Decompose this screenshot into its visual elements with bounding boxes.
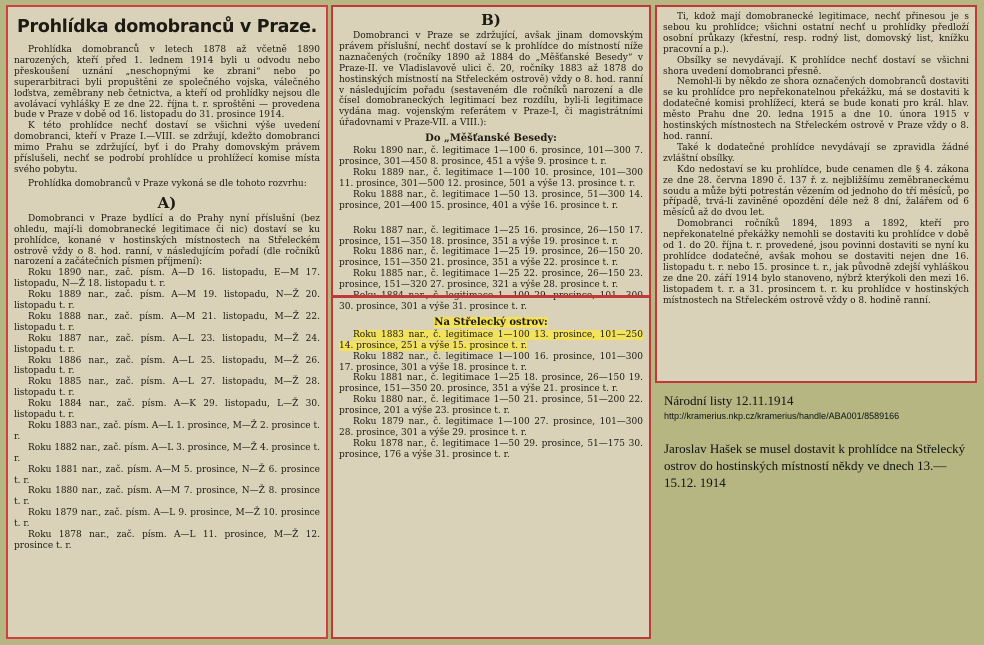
schedule-list-beseda [339, 146, 643, 211]
paragraph: Domobranci ročníků 1894, 1893 a 1892, kteří pro nepřekonatelné překážky nemohli se dostaviti ku prohlídce v době od 1. do 20. října t. r. provedené, jsou povinni dostaviti se nyní ku prohlídce dodatečné, avšak mohou se dostaviti nejen dne 16. listopadu t. r. nebo 15. prosince t. r., jak původně zdejší vyhláškou ze dne 20. září 1914 bylo stanoveno, nýbrž kterýkoli den mezi 16. listopadem t. r. a 31. prosincem t. r. ku prohlídce v hostinských místnostech na Střeleckém ostrově vždy o 8. hodině ranní. [663, 219, 969, 306]
schedule-row: 30. prosince, 301 a výše 31. prosince t. r. [339, 301, 527, 312]
paragraph: Kdo nedostaví se ku prohlídce, bude cenamen dle § 4. zákona ze dne 28. června 1890 č. 137 ř. z. nejbližšímu zeměbraneckému soudu a může býti potrestán vězením od jednoho do tří měsíců, po případě, trvá-li zaviněné opozdění déle než 8 dní, žalářem od 6 měsíců až do dvou let. [663, 164, 969, 219]
schedule-row-highlighted: Roku 1883 nar., č. legitimace 1—100 13. prosince, 101—250 14. prosince, 251 a výše 15. prosince t. r. [339, 329, 643, 351]
schedule-list-beseda-2 [339, 226, 643, 313]
subheading-ostrov: Na Střelecký ostrov: [434, 316, 548, 328]
schedule-list-ostrov [339, 330, 643, 461]
schedule-row: Roku 1879 nar., č. legitimace 1—100 27. prosince, 101—300 28. prosince, 301 a výše 29. prosince t. r. [339, 417, 643, 438]
schedule-row: Roku 1889 nar., č. legitimace 1—100 10. prosince, 101—300 11. prosince, 301—500 12. prosince, 501 a výše 13. prosince t. r. [339, 167, 643, 189]
schedule-row: Roku 1890 nar., zač. písm. A—D 16. listopadu, E—M 17. listopadu, N—Ž 18. listopadu t. r. [14, 268, 320, 290]
schedule-row: Roku 1883 nar., zač. písm. A—L 1. prosince, M—Ž 2. prosince t. r. [14, 421, 320, 442]
paragraph: Nemohl-li by někdo ze shora označených domobranců dostaviti se ku prohlídce pro nepřekonatelnou překážku, má se dostaviti k dodatečné komisi prohlížecí, která se bude konati pro král. hlav. město Prahu dne 20. ledna 1915 a dne 10. února 1915 v hostinských místnostech na Střeleckém ostrově v Praze vždy o 8. hod. ranní. [663, 77, 969, 142]
schedule-row: Roku 1881 nar., zač. písm. A—M 5. prosince, N—Ž 6. prosince t. r. [14, 464, 320, 486]
article-intro [14, 45, 320, 190]
source-caption: Národní listy 12.11.1914 [664, 393, 794, 408]
schedule-row: Roku 1880 nar., č. legitimace 1—50 21. prosince, 51—200 22. prosince, 201 a výše 23. prosince t. r. [339, 395, 643, 417]
section-heading-a: A) [157, 193, 177, 212]
schedule-row: Roku 1885 nar., zač. písm. A—L 27. listopadu, M—Ž 28. listopadu t. r. [14, 377, 320, 399]
paragraph: Obsílky se nevydávají. K prohlídce nechť dostaví se všichni shora uvedení domobranci přesně. [663, 55, 969, 77]
section-b-paragraph: Domobranci v Praze se zdržující, avšak jinam domovským právem příslušní, nechť dostaví se k prohlídce do místností níže naznačených (ročníky 1890 až 1884 do „Měšťanské Besedy“ v Praze-II. ve Vladislavově ulici č. 20, ročníky 1883 až 1878 do hostinských místností na Střeleckém ostrově) vždy o 8. hod. ranní v následujícím pořadu (sestaveném dle ročníků narození a dle čísel domobraneckých legitimací bez rozdílu, byli-li legitimace vydána mag. vojenským referátem v Praze-I, či magistrátními úřadovnami v Praze-VII. a VIII.): [339, 31, 643, 129]
schedule-row: Roku 1887 nar., č. legitimace 1—25 16. prosince, 26—150 17. prosince, 151—350 18. prosince, 351 a výše 19. prosince t. r. [339, 225, 643, 247]
subheading-beseda: Do „Měšťanské Besedy: [425, 133, 557, 145]
article-title: Prohlídka domobranců v Praze. [17, 17, 317, 37]
section-b-text [339, 31, 643, 129]
schedule-list-a [14, 268, 320, 552]
source-url: http://kramerius.nkp.cz/kramerius/handle/ABA001/8589166 [664, 411, 900, 421]
article-column-middle [331, 5, 651, 639]
schedule-row: Roku 1879 nar., zač. písm. A—L 9. prosince, M—Ž 10. prosince t. r. [14, 508, 320, 530]
schedule-row: Roku 1886 nar., zač. písm. A—L 25. listopadu, M—Ž 26. listopadu t. r. [14, 355, 320, 377]
paragraph: Také k dodatečné prohlídce nevydávají se zpravidla žádné zvláštní obsílky. [663, 142, 969, 164]
paragraph-2: K této prohlídce nechť dostaví se všichni výše uvedení domobranci, kteří v Praze I.—VIII. se zdržují, kdežto domobranci mimo Prahu se zdržující, byť i do Prahy domovským právem příslušeli, nechť se podrobí prohlídce u prohlížecí komise místa svého pobytu. [14, 121, 320, 175]
schedule-row: Roku 1885 nar., č. legitimace 1—25 22. prosince, 26—150 23. prosince, 151—320 27. prosince, 321 a výše 28. prosince t. r. [339, 269, 643, 291]
schedule-row: Roku 1886 nar., č. legitimace 1—25 19. prosince, 26—150 20. prosince, 151—350 21. prosince, 351 a výše 22. prosince t. r. [339, 247, 643, 269]
section-a-text [14, 214, 320, 269]
schedule-row: Roku 1880 nar., zač. písm. A—M 7. prosince, N—Ž 8. prosince t. r. [14, 486, 320, 508]
schedule-row: Roku 1882 nar., č. legitimace 1—100 16. prosince, 101—300 17. prosince, 301 a výše 18. prosince t. r. [339, 351, 643, 373]
schedule-row: Roku 1878 nar., č. legitimace 1—50 29. prosince, 51—175 30. prosince, 176 a výše 31. prosince t. r. [339, 438, 643, 460]
section-a-paragraph: Domobranci v Praze bydlící a do Prahy nyní příslušní (bez ohledu, mají-li domobranecké legitimace či nic) dostaví se ku prohlídce, konané v hostinských místnostech na Střeleckém ostrově vždy o 8. hod. ranní, v následujícím pořadí (dle ročníků narození a začátečních písmen příjmení): [14, 213, 320, 268]
schedule-row: Roku 1890 nar., č. legitimace 1—100 6. prosince, 101—300 7. prosince, 301—450 8. prosince, 451 a výše 9. prosince t. r. [339, 146, 643, 168]
schedule-row: Roku 1889 nar., zač. písm. A—M 19. listopadu, N—Ž 20. listopadu t. r. [14, 290, 320, 312]
paragraph-3: Prohlídka domobranců v Praze vykoná se dle tohoto rozvrhu: [28, 178, 307, 189]
schedule-row: Roku 1887 nar., zač. písm. A—L 23. listopadu, M—Ž 24. listopadu t. r. [14, 333, 320, 355]
schedule-row: Roku 1882 nar., zač. písm. A—L 3. prosince, M—Ž 4. prosince t. r. [14, 442, 320, 464]
schedule-row: Roku 1888 nar., č. legitimace 1—50 13. prosince, 51—300 14. prosince, 201—400 15. prosince, 401 a výše 16. prosince t. r. [339, 189, 643, 211]
schedule-row: Roku 1888 nar., zač. písm. A—M 21. listopadu, M—Ž 22. listopadu t. r. [14, 311, 320, 333]
article-continuation [663, 12, 969, 306]
article-column-right [655, 5, 977, 383]
note-caption: Jaroslav Hašek se musel dostavit k prohlídce na Střelecký ostrov do hostinských místností někdy ve dnech 13.—15.12. 1914 [664, 441, 966, 490]
paragraph: Ti, kdož mají domobranecké legitimace, nechť přinesou je s sebou ku prohlídce; všichni ostatní nechť u prohlídky předloží osobní průkazy (křestní, resp. rodný list, domovský list, knížku pracovní a p.). [663, 12, 969, 55]
column-divider [333, 295, 649, 298]
article-column-left [6, 5, 328, 639]
section-heading-b: B) [481, 11, 501, 29]
schedule-row: Roku 1884 nar., zač. písm. A—K 29. listopadu, L—Ž 30. listopadu t. r. [14, 399, 320, 421]
intro-paragraph: Prohlídka domobranců v letech 1878 až včetně 1890 narozených, kteří před 1. lednem 1914 byli u odvodu nebo přeskoušení uznání „neschopnými ke zbrani“ nebo po superarbitraci byli propuštěni ze společného vojska, válečného loďstva, zeměbrany neb četnictva, a kteří od prohlídky nejsou dle avolávací vyhlášky E ze dne 22. října t. r. sproštěni — provedena bude v Praze v době od 16. listopadu do 31. prosince 1914. [14, 45, 320, 121]
schedule-row: Roku 1881 nar., č. legitimace 1—25 18. prosince, 26—150 19. prosince, 151—350 20. prosince, 351 a výše 21. prosince t. r. [339, 373, 643, 395]
schedule-row: Roku 1878 nar., zač. písm. A—L 11. prosince, M—Ž 12. prosince t. r. [14, 530, 320, 551]
